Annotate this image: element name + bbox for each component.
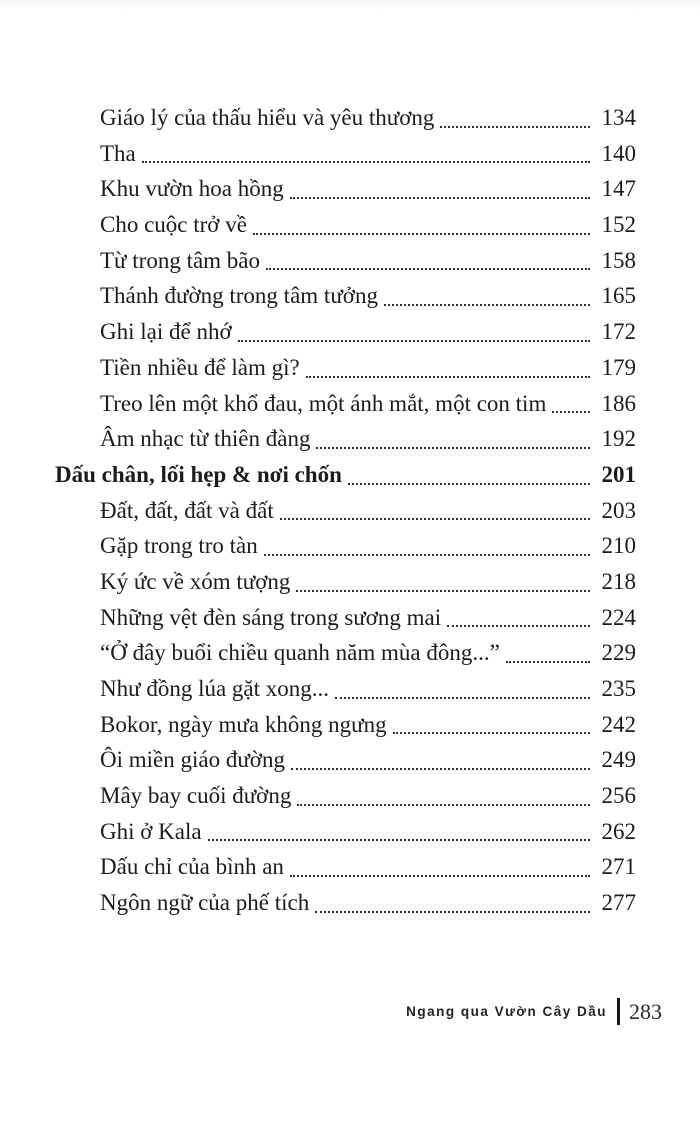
toc-entry-title: Dấu chỉ của bình an — [100, 854, 284, 880]
scan-edge-shading — [0, 0, 700, 10]
dot-leader — [506, 661, 590, 663]
toc-entry-page: 179 — [601, 354, 636, 380]
toc-list — [55, 100, 636, 921]
toc-entry — [55, 171, 636, 207]
toc-entry-page: 249 — [601, 747, 636, 773]
toc-entry-title: Từ trong tâm bão — [100, 247, 261, 273]
toc-entry — [55, 421, 636, 457]
toc-entry-title: Ghi lại để nhớ — [100, 319, 232, 345]
footer-divider — [617, 998, 620, 1025]
toc-entry-page: 134 — [601, 105, 636, 130]
toc-entry-page: 165 — [601, 283, 636, 309]
dot-leader — [238, 340, 590, 342]
toc-entry-title: Tha — [100, 140, 136, 166]
toc-entry — [55, 386, 636, 422]
dot-leader — [296, 590, 590, 592]
dot-leader — [316, 447, 590, 449]
toc-entry-page: 172 — [601, 319, 636, 345]
toc-entry-page: 186 — [601, 390, 636, 416]
dot-leader — [142, 161, 590, 163]
dot-leader — [208, 839, 590, 841]
toc-entry-page: 147 — [601, 176, 636, 202]
toc-entry-page: 203 — [601, 497, 636, 523]
toc-entry-title: Những vệt đèn sáng trong sương mai — [100, 604, 442, 630]
toc-entry — [55, 707, 636, 743]
dot-leader — [280, 518, 590, 520]
dot-leader — [348, 483, 590, 485]
toc-entry-title: Như đồng lúa gặt xong... — [100, 676, 330, 701]
toc-entry — [55, 493, 636, 529]
toc-entry-page: 229 — [601, 640, 636, 666]
toc-entry-title: Tiền nhiều để làm gì? — [100, 354, 300, 380]
toc-entry — [55, 600, 636, 636]
toc-entry — [55, 207, 636, 243]
toc-entry-title: Ký ức về xóm tượng — [100, 568, 291, 594]
toc-entry — [55, 278, 636, 314]
toc-entry-page: 242 — [601, 711, 636, 737]
toc-entry-page: 271 — [601, 854, 636, 880]
toc-entry — [55, 635, 636, 671]
toc-entry — [55, 314, 636, 350]
toc-entry-page: 262 — [601, 818, 636, 844]
toc-entry — [55, 457, 636, 493]
dot-leader — [253, 233, 590, 235]
toc-entry-title: Ngôn ngữ của phế tích — [100, 890, 310, 916]
dot-leader — [315, 911, 590, 913]
toc-entry-title: Treo lên một khổ đau, một ánh mắt, một con tim — [100, 390, 547, 416]
toc-entry — [55, 885, 636, 921]
footer-page-number: 283 — [629, 998, 662, 1024]
toc-entry — [55, 136, 636, 172]
dot-leader — [384, 304, 590, 306]
toc-entry — [55, 243, 636, 279]
toc-entry-title: Đất, đất, đất và đất — [100, 497, 274, 523]
toc-entry-page: 210 — [601, 533, 636, 559]
toc-entry-page: 201 — [601, 461, 636, 487]
toc-entry-title: Bokor, ngày mưa không ngưng — [100, 711, 387, 737]
toc-entry-page: 192 — [601, 426, 636, 452]
dot-leader — [291, 768, 590, 770]
dot-leader — [440, 126, 590, 128]
toc-entry — [55, 564, 636, 600]
dot-leader — [393, 732, 590, 734]
toc-entry-page: 235 — [601, 676, 636, 701]
toc-entry-title: Dấu chân, lối hẹp & nơi chốn — [55, 461, 342, 487]
toc-entry-page: 224 — [601, 604, 636, 630]
dot-leader — [297, 804, 590, 806]
toc-entry-title: Ghi ở Kala — [100, 818, 202, 844]
toc-entry — [55, 742, 636, 778]
toc-entry-title: Gặp trong tro tàn — [100, 533, 258, 559]
page-footer — [406, 998, 662, 1025]
dot-leader — [290, 875, 590, 877]
toc-entry-title: Ôi miền giáo đường — [100, 747, 285, 773]
dot-leader — [266, 268, 590, 270]
toc-entry-title: “Ở đây buổi chiều quanh năm mùa đông...” — [100, 640, 500, 666]
toc-entry-title: Mây bay cuối đường — [100, 783, 292, 809]
toc-entry-page: 152 — [601, 212, 636, 238]
dot-leader — [335, 697, 590, 699]
dot-leader — [552, 411, 590, 413]
dot-leader — [306, 376, 590, 378]
toc-entry — [55, 849, 636, 885]
toc-entry-page: 277 — [601, 890, 636, 916]
toc-entry — [55, 528, 636, 564]
toc-entry — [55, 814, 636, 850]
dot-leader — [290, 197, 590, 199]
toc-entry-page: 158 — [601, 247, 636, 273]
toc-entry-title: Âm nhạc từ thiên đàng — [100, 426, 311, 452]
toc-entry — [55, 350, 636, 386]
dot-leader — [447, 625, 590, 627]
toc-entry — [55, 100, 636, 136]
toc-entry-title: Thánh đường trong tâm tưởng — [100, 283, 378, 309]
toc-entry-title: Khu vườn hoa hồng — [100, 176, 284, 202]
toc-entry-page: 218 — [601, 568, 636, 594]
toc-entry — [55, 671, 636, 707]
toc-entry-title: Cho cuộc trở về — [100, 212, 247, 238]
toc-entry-page: 256 — [601, 783, 636, 809]
toc-entry-title: Giáo lý của thấu hiểu và yêu thương — [100, 105, 435, 130]
footer-book-title: Ngang qua Vườn Cây Dầu — [406, 1004, 607, 1019]
toc-entry — [55, 778, 636, 814]
toc-entry-page: 140 — [601, 140, 636, 166]
dot-leader — [264, 554, 590, 556]
